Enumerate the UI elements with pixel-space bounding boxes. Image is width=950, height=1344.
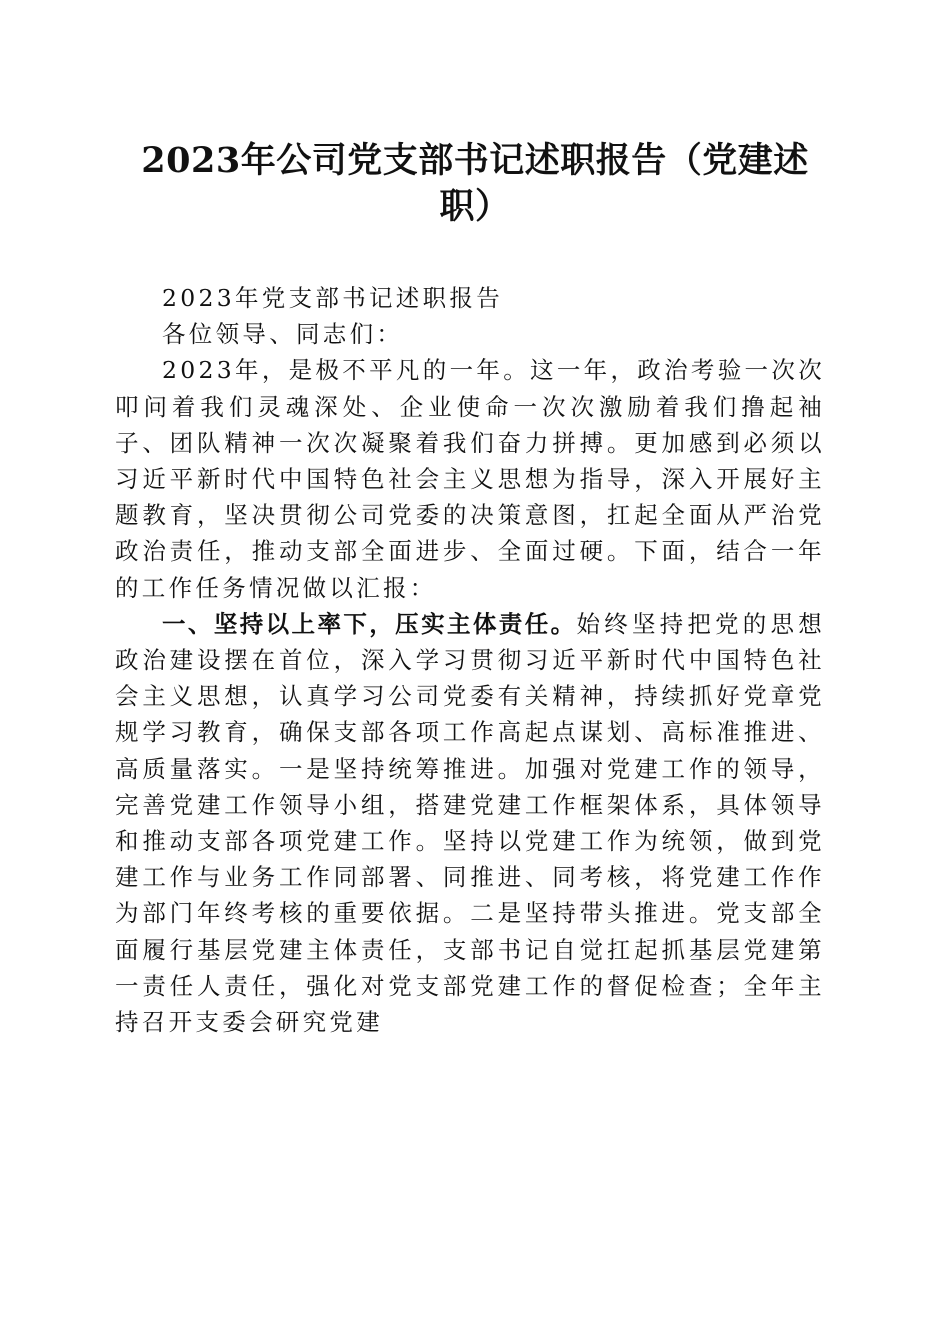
section-1-heading: 一、坚持以上率下，压实主体责任。 — [162, 609, 577, 638]
document-title — [140, 138, 810, 230]
section-1-body: 始终坚持把党的思想政治建设摆在首位，深入学习贯彻习近平新时代中国特色社会主义思想，认真学习公司党委有关精神，持续抓好党章党规学习教育，确保支部各项工作高起点谋划、高标准推进、高质量落实。一是坚持统筹推进。加强对党建工作的领导，完善党建工作领导小组，搭建党建工作框架体系，具体领导和推动支部各项党建工作。坚持以党建工作为统领，做到党建工作与业务工作同部署、同推进、同考核，将党建工作作为部门年终考核的重要依据。二是坚持带头推进。党支部全面履行基层党建主体责任，支部书记自觉扛起抓基层党建第一责任人责任，强化对党支部党建工作的督促检查；全年主持召开支委会研究党建 — [115, 609, 825, 1037]
document-body — [115, 280, 825, 1040]
report-subtitle: 2023年党支部书记述职报告 — [162, 284, 504, 312]
section-1-paragraph — [115, 606, 825, 1040]
title-line-1: 2023年公司党支部书记述职报告（党建述 — [141, 140, 809, 181]
intro-paragraph: 2023年，是极不平凡的一年。这一年，政治考验一次次叩问着我们灵魂深处、企业使命一次次激励着我们撸起袖子、团队精神一次次凝聚着我们奋力拼搏。更加感到必须以习近平新时代中国特色社会主义思想为指导，深入开展好主题教育，坚决贯彻公司党委的决策意图，扛起全面从严治党政治责任，推动支部全面进步、全面过硬。下面，结合一年的工作任务情况做以汇报： — [115, 356, 825, 602]
title-line-2: 职） — [439, 186, 511, 227]
salutation: 各位领导、同志们： — [162, 320, 404, 349]
